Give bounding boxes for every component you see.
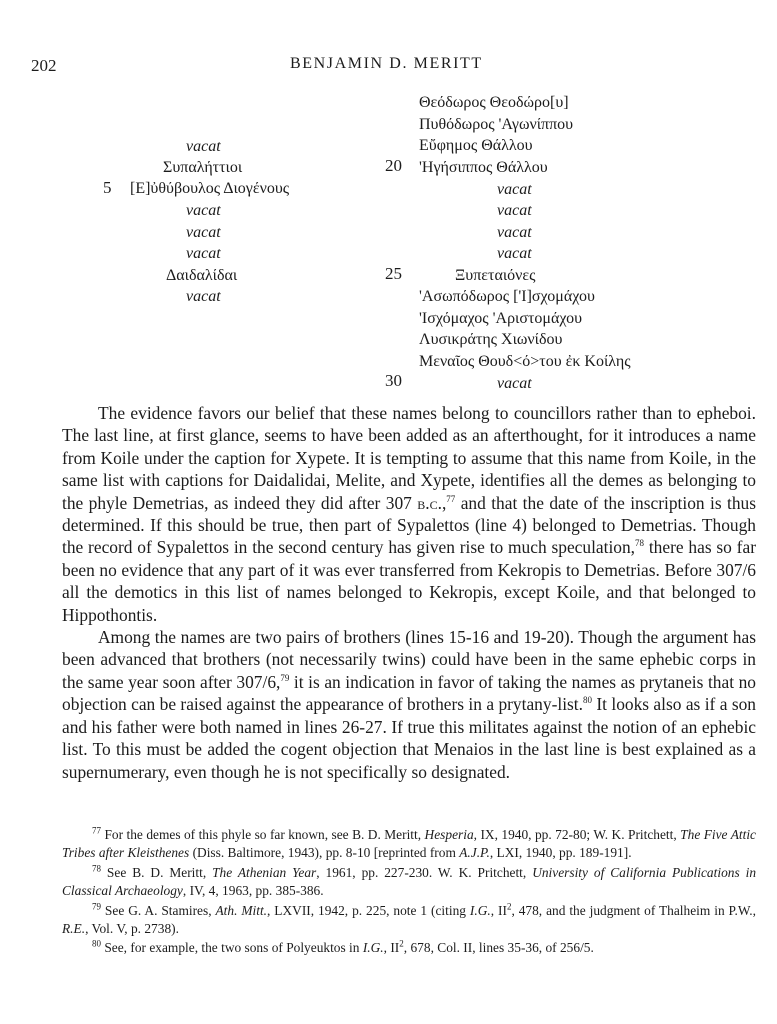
inscription-line: Θεόδωρος Θεοδώρο[υ] xyxy=(419,94,569,111)
line-number: 30 xyxy=(385,371,402,390)
inscription-line: 'Ηγήσιππος Θάλλου xyxy=(419,159,548,176)
running-head: BENJAMIN D. MERITT xyxy=(290,55,483,72)
inscription-line: vacat xyxy=(186,245,221,262)
inscription-line: Λυσικράτης Χιωνίδου xyxy=(419,331,563,348)
footnote-77: $^{77}$ For the demes of this phyle so far known, see B. D. Meritt, Hesperia, IX, 1940, pp. 72-80; W. K. Pritchett, The Five Attic Tribes after Kleisthenes (Diss. Baltimore, 1943), pp. 8-10 [reprinted from A.J.P., LXI, 1940, pp. 189-191]. xyxy=(62,825,756,861)
inscription-line: Συπαλήττιοι xyxy=(163,159,243,176)
inscription-line: Εὔφημος Θάλλου xyxy=(419,137,533,154)
inscription-line: vacat xyxy=(186,202,221,219)
paragraph: The evidence favors our belief that these names belong to councillors rather than to epheboi. The last line, at first glance, seems to have been added as an afterthought, for it introduces a name from Koile under the caption for Xypete. It is tempting to assume that this name from Koile, in the same list with captions for Daidalidai, Melite, and Xypete, identifies all the demes as belonging to the phyle Demetrias, as indeed they did after 307 b.c.,$^{77}$ and that the date of the inscription is thus determined. If this should be true, then part of Sypalettos (line 4) belonged to Demetrias. Though the record of Sypalettos in the second century has given rise to much speculation,$^{78}$ there has so far been no evidence that any part of it was ever transferred from Kekropis to Demetrias. Before 307/6 all the demotics in this list of names belonged to Kekropis, except Koile, and that belonged to Hippothontis. xyxy=(62,403,756,625)
inscription-line: Μεναῖος Θουδ<ό>του ἐκ Κοίλης xyxy=(419,353,631,370)
paragraph: Among the names are two pairs of brothers (lines 15-16 and 19-20). Though the argument has been advanced that brothers (not necessarily twins) could have been in the same ephebic corps in the same year soon after 307/6,79 it is an indication in favor of taking the names as prytaneis that no objection can be raised against the appearance of brothers in a prytany-list.$^{80}$ It looks also as if a son and his father were both named in lines 26-27. If true this militates against the notion of an ephebic list. To this must be added the cogent objection that Menaios in the last line is best explained as a supernumerary, even though he is not specifically so designated. xyxy=(62,627,756,782)
page-number: 202 xyxy=(31,56,57,75)
line-number: 25 xyxy=(385,264,402,283)
inscription-line: vacat xyxy=(497,224,532,241)
inscription-line: vacat xyxy=(186,138,221,155)
inscription-line: Δαιδαλίδαι xyxy=(166,267,238,284)
inscription-line: Ξυπεταιόνες xyxy=(455,267,536,284)
inscription-line: vacat xyxy=(186,288,221,305)
footnote-ref: 79 xyxy=(280,673,290,684)
inscription-line: Πυθόδωρος 'Αγωνίππου xyxy=(419,116,574,133)
line-number: 5 xyxy=(103,178,112,197)
footnote-79: $^{79}$ See G. A. Stamires, Ath. Mitt., LXVII, 1942, p. 225, note 1 (citing I.G., $II^2$, 478, and the judgment of Thalheim in P.W., R.E., Vol. V, p. 2738). xyxy=(62,901,756,937)
footnote-78: $^{78}$ See B. D. Meritt, The Athenian Year, 1961, pp. 227-230. W. K. Pritchett, University of California Publications in Classical Archaeology, IV, 4, 1963, pp. 385-386. xyxy=(62,863,757,899)
inscription-line: 'Ασωπόδωρος ['Ι]σχομάχου xyxy=(419,288,595,305)
footnotes xyxy=(62,826,756,958)
line-number: 20 xyxy=(385,156,402,175)
footnote-80: $^{80}$ See, for example, the two sons of Polyeuktos in I.G., $II^2$, 678, Col. II, lines 35-36, of 256/5. xyxy=(92,938,594,956)
footnote-ref: 78 xyxy=(635,538,645,549)
inscription-line: vacat xyxy=(186,224,221,241)
inscription-line: vacat xyxy=(497,375,532,392)
inscription-line: vacat xyxy=(497,245,532,262)
footnote-ref: 80 xyxy=(582,695,592,706)
inscription-line: vacat xyxy=(497,202,532,219)
body-text xyxy=(62,402,756,783)
inscription-line: [Ε]ὐθύβουλος Διογένους xyxy=(130,180,290,197)
footnote-ref: 77 xyxy=(446,493,456,504)
inscription-line: 'Ισχόμαχος 'Αριστομάχου xyxy=(419,310,583,327)
inscription-line: vacat xyxy=(497,181,532,198)
